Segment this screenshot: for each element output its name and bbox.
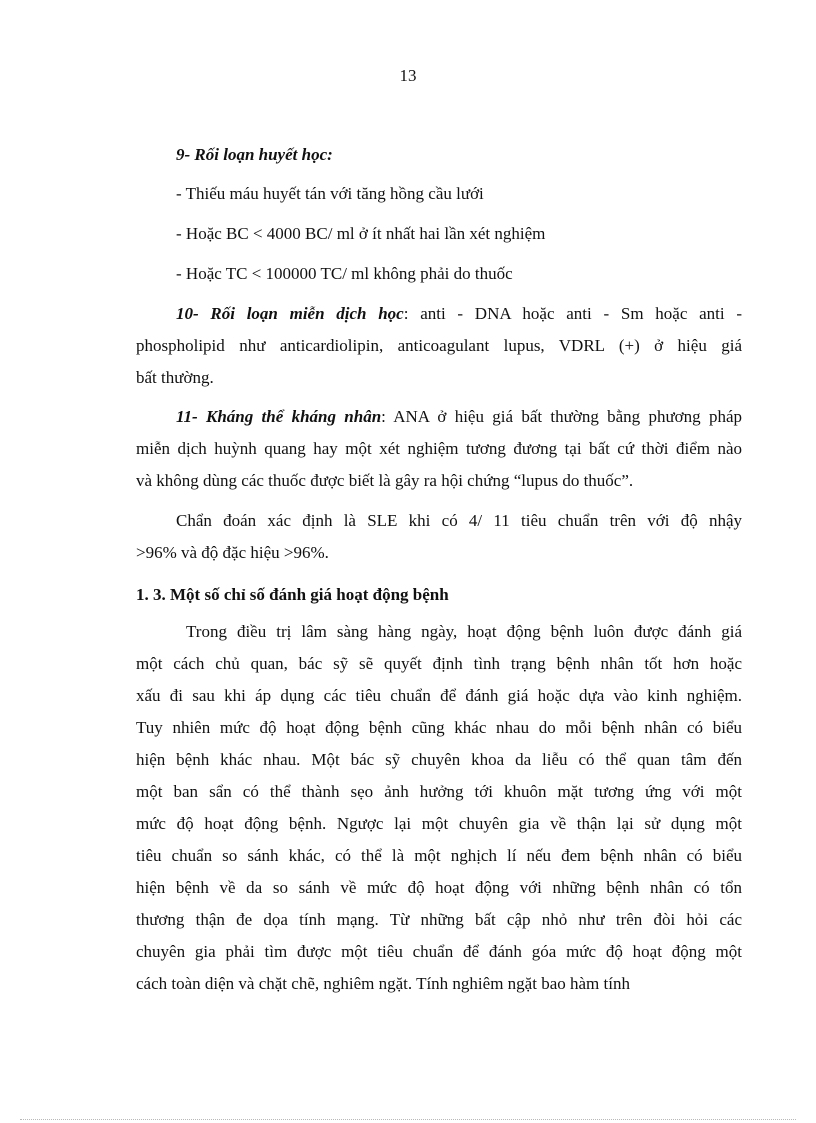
- paragraph-line: thương thận đe dọa tính mạng. Từ những bất cập nhỏ như trên đòi hỏi các: [136, 910, 742, 929]
- paragraph-line: Trong điều trị lâm sàng hàng ngày, hoạt động bệnh luôn được đánh giá: [186, 622, 742, 641]
- section-11-line: và không dùng các thuốc được biết là gây ra hội chứng “lupus do thuốc”.: [136, 471, 634, 490]
- paragraph-line: chuyên gia phải tìm được một tiêu chuẩn để đánh góa mức độ hoạt động một: [136, 942, 742, 961]
- section-11-first-line: [176, 405, 742, 429]
- section-9-item: - Thiếu máu huyết tán với tăng hồng cầu lưới: [176, 184, 484, 203]
- paragraph-line: xấu đi sau khi áp dụng các tiêu chuẩn để đánh giá hoặc dựa vào kinh nghiệm.: [136, 686, 742, 705]
- paragraph-line: một cách chủ quan, bác sỹ sẽ quyết định tình trạng bệnh nhân tốt hơn hoặc: [136, 654, 742, 673]
- section-10-line: phospholipid như anticardiolipin, anticoagulant lupus, VDRL (+) ở hiệu giá: [136, 336, 742, 355]
- section-10-line: bất thường.: [136, 368, 214, 387]
- section-9-item: - Hoặc TC < 100000 TC/ ml không phải do thuốc: [176, 264, 513, 283]
- paragraph-line: hiện bệnh về da so sánh về mức độ hoạt động với những bệnh nhân có tổn: [136, 878, 742, 897]
- paragraph-line: Tuy nhiên mức độ hoạt động bệnh cũng khác nhau do mỗi bệnh nhân có biểu: [136, 718, 742, 737]
- paragraph-line: một ban sẩn có thể thành sẹo ảnh hưởng tới khuôn mặt tương ứng với một: [136, 782, 742, 801]
- paragraph-line: cách toàn diện và chặt chẽ, nghiêm ngặt. Tính nghiêm ngặt bao hàm tính: [136, 974, 630, 993]
- diagnosis-line: >96% và độ đặc hiệu >96%.: [136, 543, 329, 562]
- paragraph-line: mức độ hoạt động bệnh. Ngược lại một chuyên gia về thận lại sử dụng một: [136, 814, 742, 833]
- section-heading: 1. 3. Một số chỉ số đánh giá hoạt động bệnh: [136, 585, 449, 604]
- section-11-text: : ANA ở hiệu giá bất thường bằng phương pháp: [381, 407, 743, 426]
- footer-divider: [20, 1119, 796, 1120]
- section-10-heading: 10- Rối loạn miễn dịch học: [176, 304, 404, 323]
- section-10-text: : anti - DNA hoặc anti - Sm hoặc anti -: [403, 304, 742, 323]
- diagnosis-line: Chẩn đoán xác định là SLE khi có 4/ 11 tiêu chuẩn trên với độ nhậy: [176, 511, 742, 530]
- paragraph-line: tiêu chuẩn so sánh khác, có thể là một nghịch lí nếu đem bệnh nhân có biểu: [136, 846, 742, 865]
- page-number: 13: [399, 66, 417, 85]
- section-10-first-line: [176, 302, 742, 326]
- section-9-heading: 9- Rối loạn huyết học:: [176, 145, 333, 164]
- paragraph-line: hiện bệnh khác nhau. Một bác sỹ chuyên khoa da liễu có thể quan tâm đến: [136, 750, 742, 769]
- section-11-heading: 11- Kháng thể kháng nhân: [176, 407, 382, 426]
- section-11-line: miễn dịch huỳnh quang hay một xét nghiệm tương đương tại bất cứ thời điểm nào: [136, 439, 742, 458]
- section-9-item: - Hoặc BC < 4000 BC/ ml ở ít nhất hai lần xét nghiệm: [176, 224, 546, 243]
